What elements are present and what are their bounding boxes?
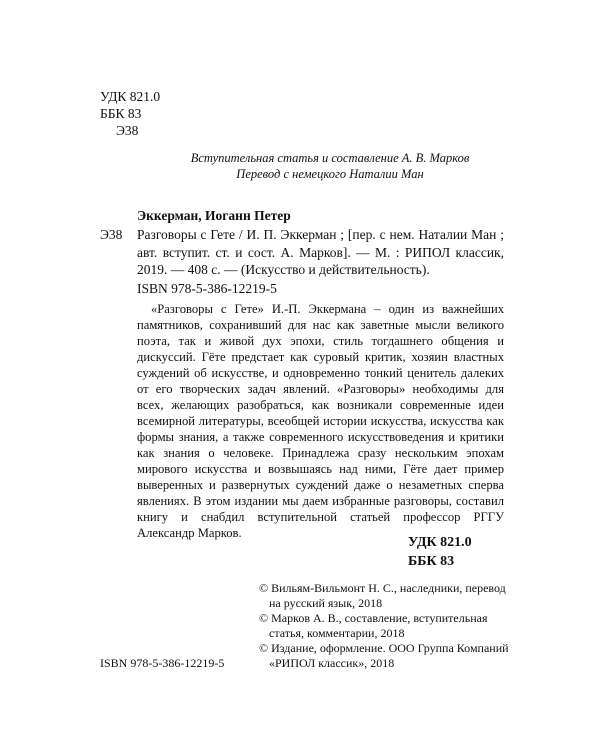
udk-code: УДК 821.0 xyxy=(100,89,161,104)
bottom-classification xyxy=(408,533,472,571)
credits-line-1: Вступительная статья и составление А. В. Марков xyxy=(190,151,470,165)
catalog-isbn: ISBN 978-5-386-12219-5 xyxy=(137,281,277,296)
credits-line-2: Перевод с немецкого Наталии Ман xyxy=(236,167,424,181)
bottom-udk-code: УДК 821.0 xyxy=(408,535,472,550)
catalog-author-code: Э38 xyxy=(100,227,123,242)
credits-block xyxy=(0,150,600,182)
author-code: Э38 xyxy=(116,123,139,138)
bottom-bbk-code: ББК 83 xyxy=(408,554,455,569)
bbk-code: ББК 83 xyxy=(100,106,142,121)
copyright-item-publisher: © Издание, оформление. ООО Группа Компаний «РИПОЛ классик», 2018 xyxy=(259,641,509,670)
copyright-block xyxy=(259,581,509,671)
copyright-item-compilation: © Марков А. В., составление, вступительная статья, комментарии, 2018 xyxy=(259,611,488,640)
footer-isbn: ISBN 978-5-386-12219-5 xyxy=(100,656,225,670)
bibliographic-record: Разговоры с Гете / И. П. Эккерман ; [пер. с нем. Наталии Ман ; авт. вступит. ст. и сост. А. Марков]. — М. : РИПОЛ классик, 2019. — 408 с. — (Искусство и действительность). xyxy=(137,227,504,277)
catalog-author: Эккерман, Иоганн Петер xyxy=(137,208,291,223)
annotation-text: «Разговоры с Гете» И.-П. Эккермана – один из важнейших памятников, сохранивший для нас как заветные мысли великого поэта, так и живой дух эпохи, стиль тогдашнего общения и дискуссий. Гёте предстает как суровый критик, хозяин властных суждений об искусстве, и одновременно тонкий ценитель далеких от его творческих задач явлений. «Разговоры» необходимы для всех, желающих разобраться, как возникали современные идеи всемирной литературы, всеобщей истории искусства, искусства как формы знания, а также современного искусствоведения и критики как знания о человеке. Принадлежа сразу нескольким эпохам мирового искусства и возвышаясь над ними, Гёте дает пример выверенных и развернутых суждений даже о незаметных сперва явлениях. В этом издании мы даем избранные разговоры, составил книгу и снабдил вступительной статьей профессор РГГУ Александр Марков. xyxy=(137,302,504,540)
classification-block xyxy=(100,88,160,139)
copyright-item-translation: © Вильям-Вильмонт Н. С., наследники, перевод на русский язык, 2018 xyxy=(259,581,506,610)
